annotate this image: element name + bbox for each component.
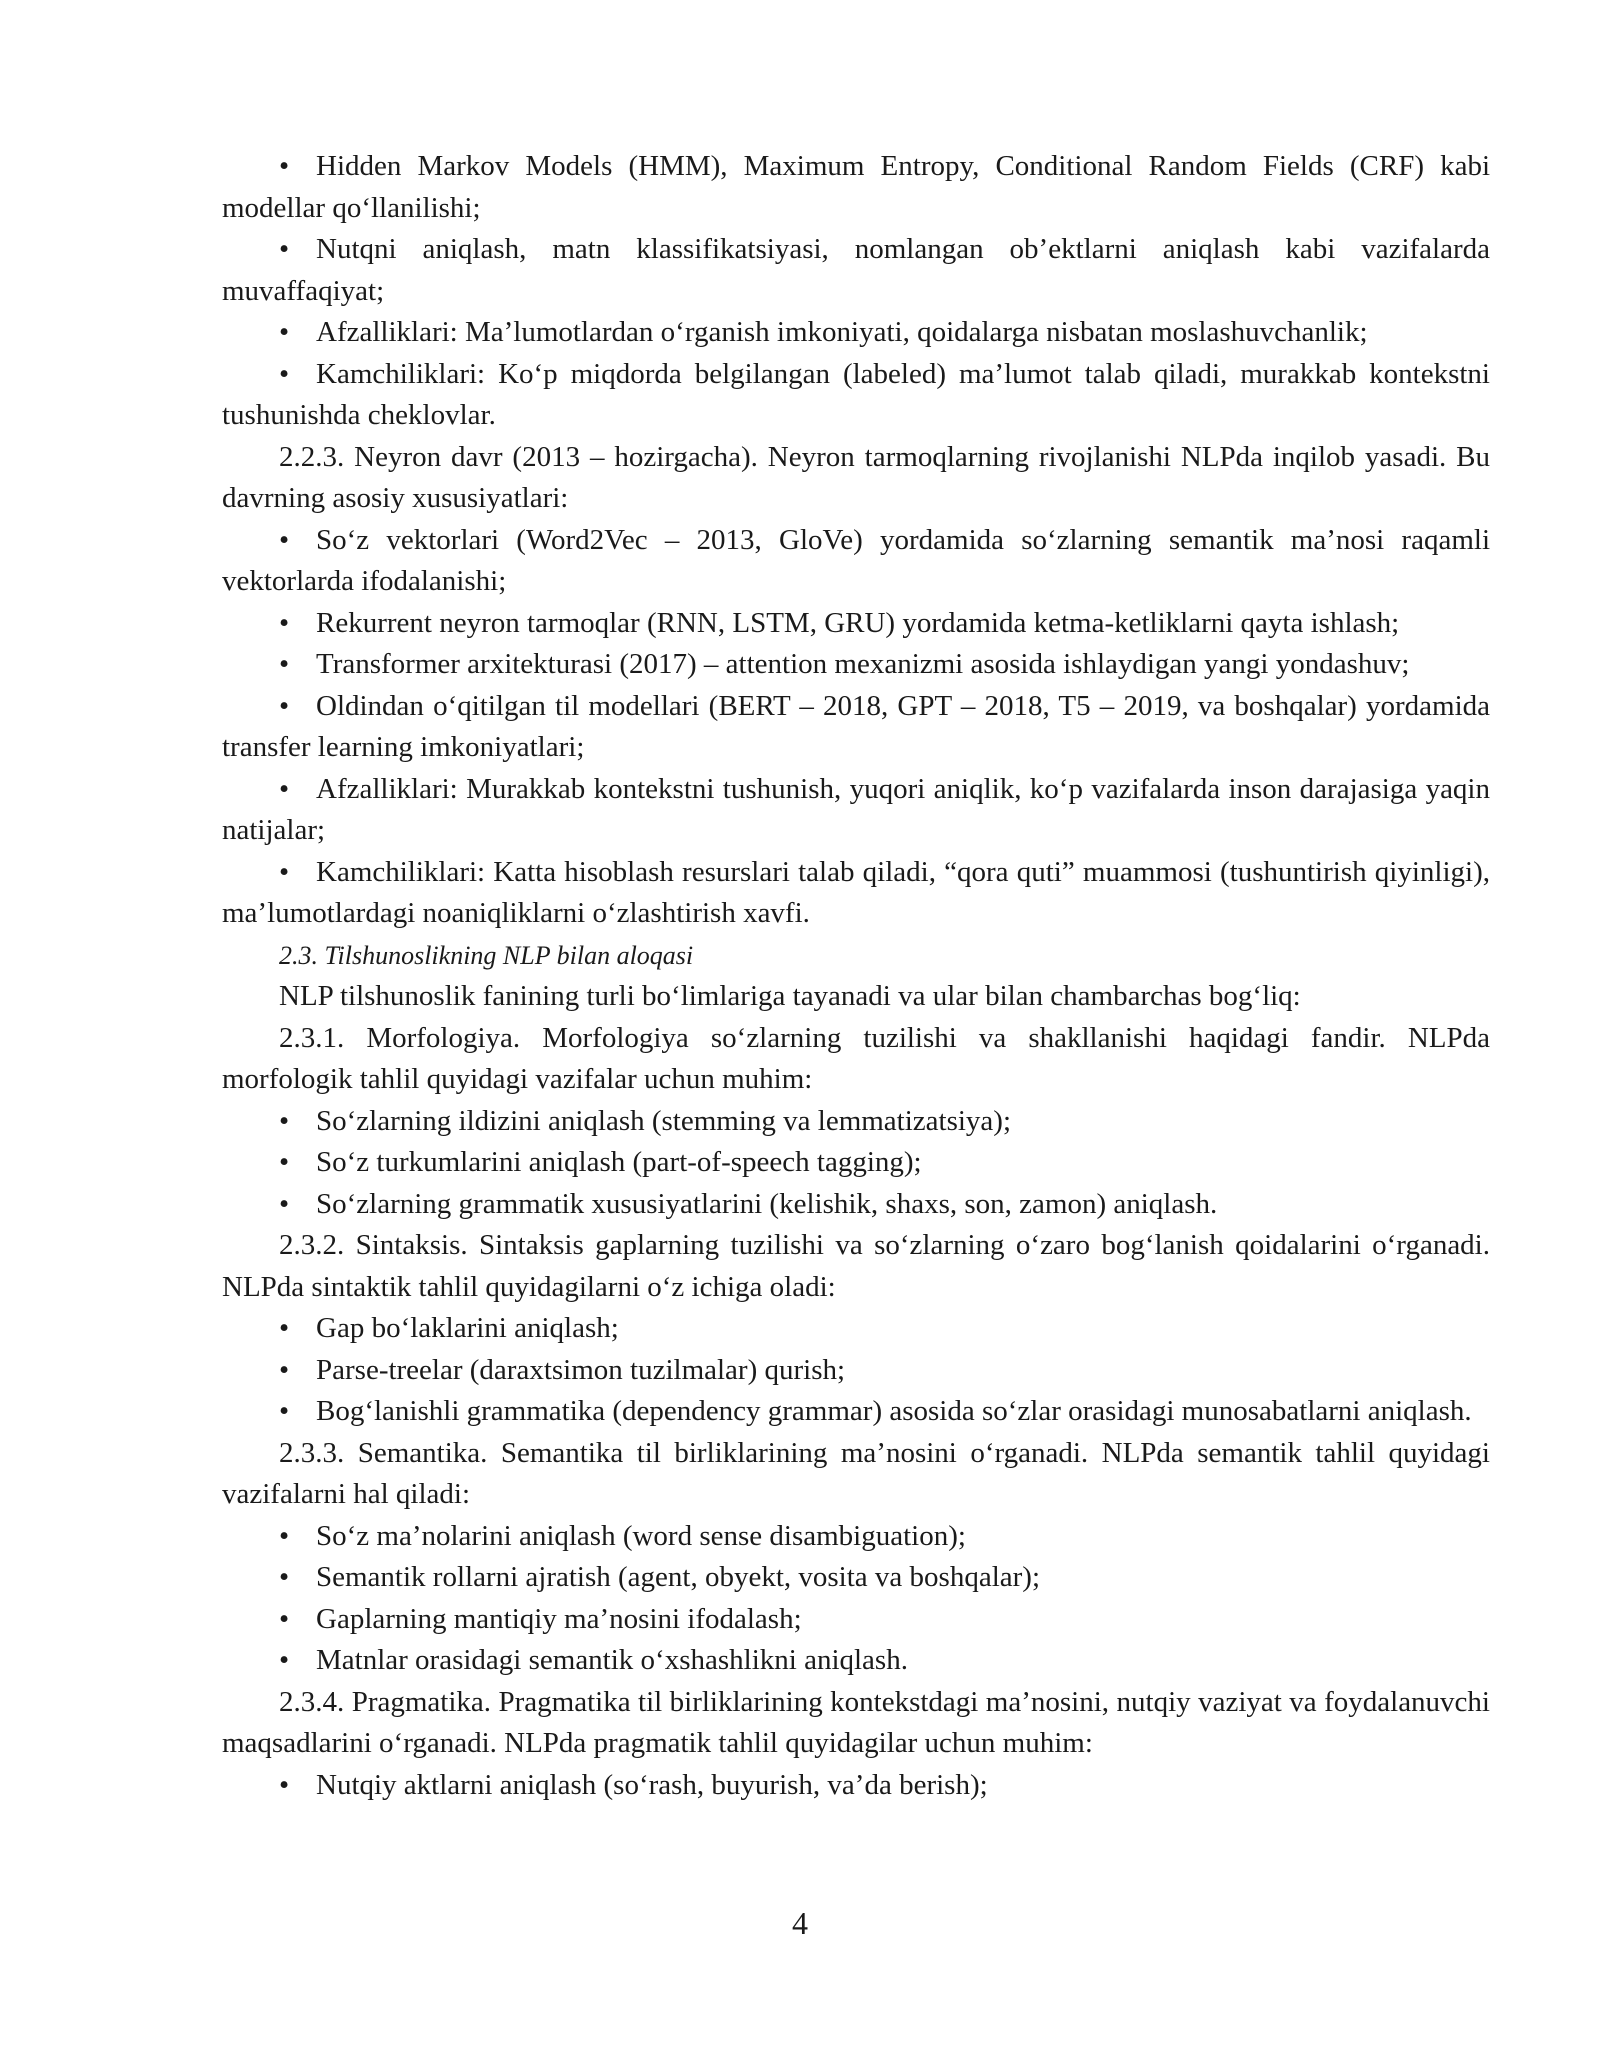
bullet-item [222,1599,1490,1641]
bullet-item [222,1516,1490,1558]
bullet-text: So‘zlarning grammatik xususiyatlarini (kelishik, shaxs, son, zamon) aniqlash. [316,1187,1218,1220]
bullet-text: Semantik rollarni ajratish (agent, obyekt, vosita va boshqalar); [316,1561,1040,1593]
bullet-text: So‘z vektorlari (Word2Vec – 2013, GloVe) yordamida so‘zlarning semantik ma’nosi raqamli vektorlarda ifodalanishi; [222,523,1490,597]
bullet-text: Transformer arxitekturasi (2017) – attention mexanizmi asosida ishlaydigan yangi yondashuv; [316,648,1410,680]
bullet-icon: • [279,1561,290,1593]
bullet-item [222,1142,1490,1184]
section-subheading: 2.3. Tilshunoslikning NLP bilan aloqasi [279,940,694,970]
paragraph: 2.3.2. Sintaksis. Sintaksis gaplarning tuzilishi va so‘zlarning o‘zaro bog‘lanish qoidalarini o‘rganadi. NLPda sintaktik tahlil quyidagilarni o‘z ichiga oladi: [222,1229,1490,1303]
bullet-icon: • [279,1312,290,1344]
bullet-icon: • [279,1644,290,1676]
bullet-text: So‘z ma’nolarini aniqlash (word sense disambiguation); [316,1519,966,1552]
bullet-icon: • [279,1519,290,1552]
bullet-icon: • [279,1602,290,1635]
bullet-icon: • [279,1187,290,1220]
bullet-text: Afzalliklari: Murakkab kontekstni tushunish, yuqori aniqlik, ko‘p vazifalarda inson darajasiga yaqin natijalar; [222,772,1490,846]
bullet-icon: • [279,855,290,888]
bullet-item [222,1184,1490,1226]
bullet-item [222,1101,1490,1143]
bullet-icon: • [279,1146,290,1178]
bullet-item [222,229,1490,312]
paragraph: 2.3.3. Semantika. Semantika til birliklarining ma’nosini o‘rganadi. NLPda semantik tahlil quyidagi vazifalarni hal qiladi: [222,1436,1490,1510]
document-body [222,146,1490,1806]
bullet-text: So‘zlarning ildizini aniqlash (stemming va lemmatizatsiya); [316,1104,1012,1137]
paragraph: NLP tilshunoslik fanining turli bo‘limlariga tayanadi va ular bilan chambarchas bog‘liq: [279,980,1301,1012]
bullet-icon: • [279,233,290,265]
bullet-text: Gaplarning mantiqiy ma’nosini ifodalash; [316,1602,802,1635]
bullet-item [222,1557,1490,1599]
bullet-text: Nutqiy aktlarni aniqlash (so‘rash, buyurish, va’da berish); [316,1768,988,1801]
bullet-text: Bog‘lanishli grammatika (dependency grammar) asosida so‘zlar orasidagi munosabatlarni aniqlash. [316,1395,1472,1427]
bullet-item [222,146,1490,229]
bullet-item [222,1350,1490,1392]
bullet-icon: • [279,648,290,680]
bullet-text: Nutqni aniqlash, matn klassifikatsiyasi, nomlangan ob’ektlarni aniqlash kabi vazifalarda muvaffaqiyat; [222,233,1490,307]
bullet-icon: • [279,1768,290,1801]
bullet-text: Matnlar orasidagi semantik o‘xshashlikni aniqlash. [316,1644,908,1676]
bullet-icon: • [279,606,290,639]
bullet-item [222,1765,1490,1807]
bullet-item [222,603,1490,645]
page-number: 4 [792,1905,808,1941]
bullet-text: Rekurrent neyron tarmoqlar (RNN, LSTM, GRU) yordamida ketma-ketliklarni qayta ishlash; [316,606,1400,639]
bullet-icon: • [279,1353,290,1386]
bullet-item [222,852,1490,935]
bullet-icon: • [279,1395,290,1427]
bullet-text: Kamchiliklari: Katta hisoblash resurslari talab qiladi, “qora quti” muammosi (tushuntirish qiyinligi), ma’lumotlardagi noaniqliklarni o‘zlashtirish xavfi. [222,855,1490,929]
bullet-item [222,354,1490,437]
bullet-icon: • [279,689,290,722]
paragraph: 2.3.4. Pragmatika. Pragmatika til birliklarining kontekstdagi ma’nosini, nutqiy vaziyat va foydalanuvchi maqsadlarini o‘rganadi. NLPda pragmatik tahlil quyidagilar uchun muhim: [222,1685,1490,1759]
bullet-text: So‘z turkumlarini aniqlash (part-of-speech tagging); [316,1146,922,1178]
bullet-text: Parse-treelar (daraxtsimon tuzilmalar) qurish; [316,1353,846,1386]
paragraph: 2.3.1. Morfologiya. Morfologiya so‘zlarning tuzilishi va shakllanishi haqidagi fandir. NLPda morfologik tahlil quyidagi vazifalar uchun muhim: [222,1021,1490,1095]
bullet-text: Afzalliklari: Ma’lumotlardan o‘rganish imkoniyati, qoidalarga nisbatan moslashuvchanlik; [316,316,1368,348]
bullet-item [222,1391,1490,1433]
bullet-text: Hidden Markov Models (HMM), Maximum Entropy, Conditional Random Fields (CRF) kabi modellar qo‘llanilishi; [222,150,1490,224]
bullet-item [222,1308,1490,1350]
bullet-item [222,520,1490,603]
bullet-item [222,312,1490,354]
bullet-text: Oldindan o‘qitilgan til modellari (BERT – 2018, GPT – 2018, T5 – 2019, va boshqalar) yordamida transfer learning imkoniyatlari; [222,689,1490,763]
bullet-item [222,644,1490,686]
bullet-icon: • [279,772,290,805]
bullet-icon: • [279,523,290,556]
bullet-icon: • [279,357,290,390]
bullet-text: Gap bo‘laklarini aniqlash; [316,1312,619,1344]
bullet-icon: • [279,316,290,348]
bullet-item [222,769,1490,852]
bullet-icon: • [279,1104,290,1137]
bullet-icon: • [279,150,290,182]
paragraph: 2.2.3. Neyron davr (2013 – hozirgacha). Neyron tarmoqlarning rivojlanishi NLPda inqilob yasadi. Bu davrning asosiy xususiyatlari: [222,440,1490,514]
bullet-item [222,686,1490,769]
bullet-item [222,1640,1490,1682]
bullet-text: Kamchiliklari: Ko‘p miqdorda belgilangan (labeled) ma’lumot talab qiladi, murakkab kontekstni tushunishda cheklovlar. [222,357,1490,431]
